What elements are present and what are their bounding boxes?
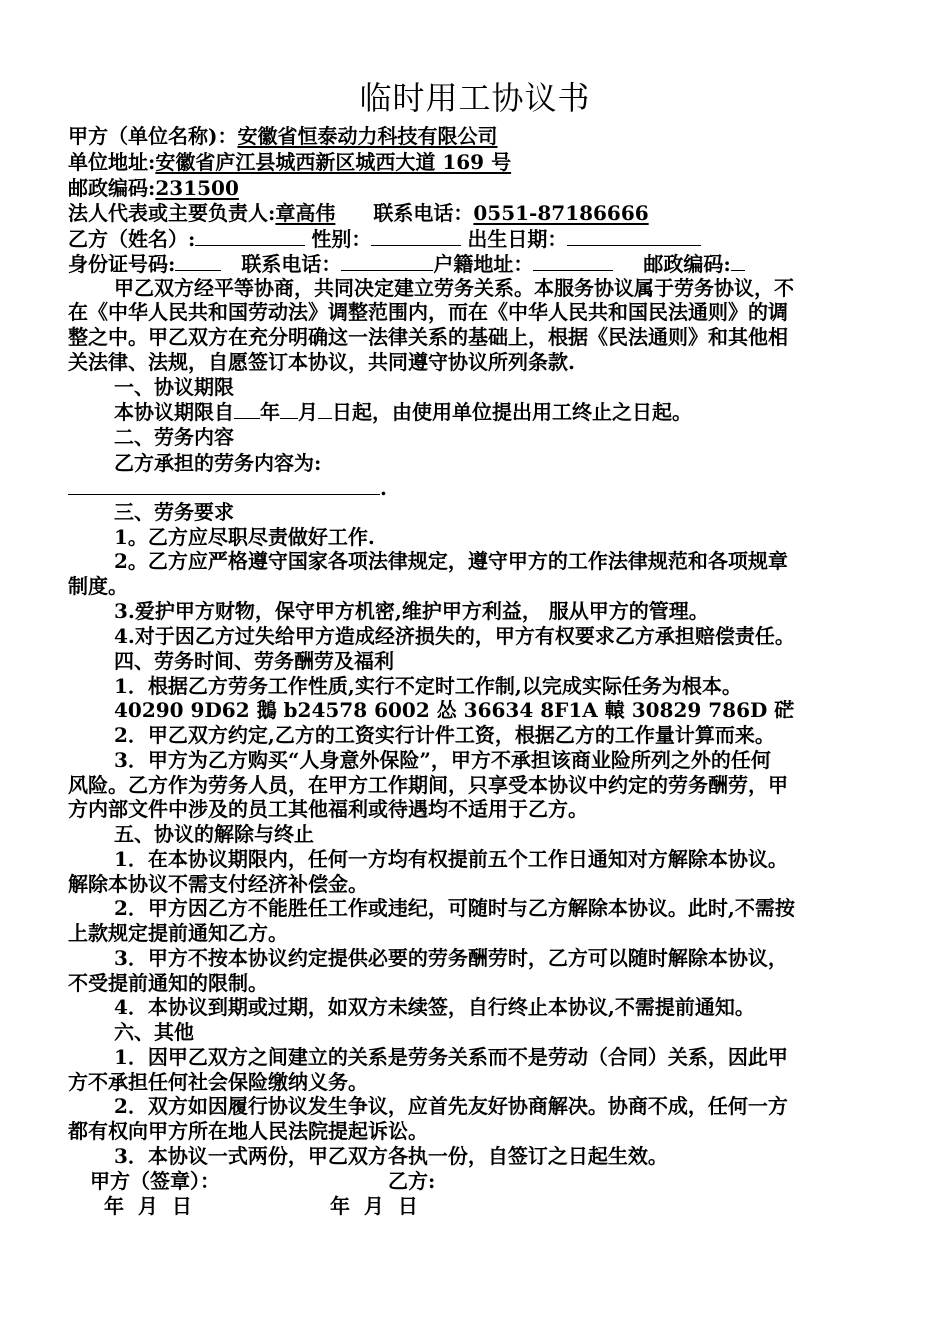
section-5-heading: 五、协议的解除与终止 bbox=[114, 822, 314, 846]
party-b-name-blank[interactable] bbox=[195, 227, 305, 246]
section-6-item-3: 3．本协议一式两份，甲乙双方各执一份，自签订之日起生效。 bbox=[114, 1144, 668, 1168]
party-b-hukou-label: 户籍地址： bbox=[433, 252, 534, 276]
section-6-item-1b: 方不承担任何社会保险缴纳义务。 bbox=[68, 1070, 368, 1094]
term-day-blank[interactable] bbox=[318, 400, 332, 419]
party-b-id-blank[interactable] bbox=[175, 252, 221, 271]
section-4-item-2: 2．甲乙双方约定,乙方的工资实行计件工资，根据乙方的工作量计算而来。 bbox=[114, 723, 775, 747]
section-5-item-1a: 1．在本协议期限内，任何一方均有权提前五个工作日通知对方解除本协议。 bbox=[114, 847, 788, 871]
section-5-item-2a: 2．甲方因乙方不能胜任工作或违纪，可随时与乙方解除本协议。此时,不需按 bbox=[114, 896, 795, 920]
party-b-phone-label: 联系电话： bbox=[241, 252, 342, 276]
party-a-signature-label: 甲方（签章）： bbox=[90, 1169, 220, 1193]
party-a-rep-label: 法人代表或主要负责人: bbox=[68, 201, 276, 225]
term-text-start: 本协议期限自 bbox=[114, 400, 234, 424]
section-3-item-2b: 制度。 bbox=[68, 574, 128, 598]
party-a-name-value: 安徽省恒泰动力科技有限公司 bbox=[237, 124, 498, 148]
party-a-rep-value: 章高伟 bbox=[275, 201, 336, 225]
party-a-rep-line bbox=[68, 201, 888, 225]
section-3-item-4: 4.对于因乙方过失给甲方造成经济损失的，甲方有权要求乙方承担赔偿责任。 bbox=[114, 624, 795, 648]
party-b-hukou-blank[interactable] bbox=[533, 252, 613, 271]
party-b-postcode-blank[interactable] bbox=[731, 252, 745, 271]
section-5-item-1b: 解除本协议不需支付经济补偿金。 bbox=[68, 872, 368, 896]
section-3-item-1: 1。乙方应尽职尽责做好工作. bbox=[114, 525, 375, 549]
labor-content-blank[interactable] bbox=[68, 476, 380, 495]
term-month-label: 月 bbox=[298, 400, 318, 424]
party-b-birth-label: 出生日期： bbox=[467, 227, 568, 251]
section-5-item-3b: 不受提前通知的限制。 bbox=[68, 971, 268, 995]
section-2-blank-line bbox=[68, 476, 888, 500]
party-b-birth-blank[interactable] bbox=[567, 227, 701, 246]
section-6-item-2b: 都有权向甲方所在地人民法院提起诉讼。 bbox=[68, 1119, 428, 1143]
party-b-signature-date: 年 月 日 bbox=[330, 1194, 418, 1218]
party-b-name-label: 乙方（姓名）: bbox=[68, 227, 196, 251]
intro-line-3: 整之中。甲乙双方在充分明确这一法律关系的基础上，根据《民法通则》和其他相 bbox=[68, 325, 788, 349]
party-b-id-line bbox=[68, 252, 888, 276]
term-year-label: 年 bbox=[260, 400, 280, 424]
section-4-garbled-line: 40290 9D62 鵝 b24578 6002 怂 36634 8F1A 轅 30829 786D 硭 bbox=[114, 698, 795, 722]
party-a-address-value: 安徽省庐江县城西新区城西大道 169 号 bbox=[155, 150, 512, 174]
intro-line-4: 关法律、法规，自愿签订本协议，共同遵守协议所列条款. bbox=[68, 350, 575, 374]
term-text-end: 日起，由使用单位提出用工终止之日起。 bbox=[332, 400, 692, 424]
section-6-item-1a: 1．因甲乙双方之间建立的关系是劳务关系而不是劳动（合同）关系，因此甲 bbox=[114, 1045, 788, 1069]
party-a-postcode-label: 邮政编码: bbox=[68, 176, 156, 200]
intro-line-2: 在《中华人民共和国劳动法》调整范围内，而在《中华人民共和国民法通则》的调 bbox=[68, 300, 788, 324]
section-3-item-3: 3.爱护甲方财物，保守甲方机密,维护甲方利益， 服从甲方的管理。 bbox=[114, 599, 709, 623]
party-b-name-line bbox=[68, 227, 888, 251]
party-a-name-line bbox=[68, 124, 888, 148]
party-b-gender-blank[interactable] bbox=[371, 227, 461, 246]
party-a-address-label: 单位地址: bbox=[68, 150, 156, 174]
intro-line-1: 甲乙双方经平等协商，共同决定建立劳务关系。本服务协议属于劳务协议，不 bbox=[114, 276, 794, 300]
party-a-phone-label: 联系电话： bbox=[373, 201, 474, 225]
party-b-gender-label: 性别： bbox=[311, 227, 372, 251]
section-4-item-3c: 方内部文件中涉及的员工其他福利或待遇均不适用于乙方。 bbox=[68, 797, 588, 821]
party-a-address-line bbox=[68, 150, 888, 174]
section-2-text: 乙方承担的劳务内容为: bbox=[114, 451, 322, 475]
section-4-item-1: 1．根据乙方劳务工作性质,实行不定时工作制,以完成实际任务为根本。 bbox=[114, 674, 742, 698]
section-4-item-3a: 3．甲方为乙方购买“人身意外保险”，甲方不承担该商业险所列之外的任何 bbox=[114, 748, 771, 772]
party-a-postcode-value: 231500 bbox=[155, 176, 239, 200]
section-1-heading: 一、协议期限 bbox=[114, 375, 234, 399]
section-1-text bbox=[114, 400, 888, 424]
party-b-signature-label: 乙方: bbox=[388, 1169, 436, 1193]
party-b-phone-blank[interactable] bbox=[341, 252, 433, 271]
term-month-blank[interactable] bbox=[280, 400, 298, 419]
party-a-phone-value: 0551-87186666 bbox=[473, 201, 649, 225]
section-6-heading: 六、其他 bbox=[114, 1020, 194, 1044]
section-3-item-2a: 2。乙方应严格遵守国家各项法律规定，遵守甲方的工作法律规范和各项规章 bbox=[114, 549, 788, 573]
labor-content-end: . bbox=[380, 476, 387, 500]
party-b-id-label: 身份证号码: bbox=[68, 252, 176, 276]
section-2-heading: 二、劳务内容 bbox=[114, 425, 234, 449]
party-a-signature-date: 年 月 日 bbox=[104, 1194, 192, 1218]
section-6-item-2a: 2．双方如因履行协议发生争议，应首先友好协商解决。协商不成，任何一方 bbox=[114, 1094, 788, 1118]
party-a-postcode-line bbox=[68, 176, 888, 200]
party-a-name-label: 甲方（单位名称)： bbox=[68, 124, 238, 148]
term-year-blank[interactable] bbox=[234, 400, 260, 419]
section-5-item-4: 4．本协议到期或过期，如双方未续签，自行终止本协议,不需提前通知。 bbox=[114, 995, 755, 1019]
section-5-item-2b: 上款规定提前通知乙方。 bbox=[68, 921, 288, 945]
section-5-item-3a: 3．甲方不按本协议约定提供必要的劳务酬劳时，乙方可以随时解除本协议， bbox=[114, 946, 788, 970]
party-b-postcode-label: 邮政编码: bbox=[643, 252, 731, 276]
section-4-heading: 四、劳务时间、劳务酬劳及福利 bbox=[114, 649, 394, 673]
section-3-heading: 三、劳务要求 bbox=[114, 500, 234, 524]
section-4-item-3b: 风险。乙方作为劳务人员，在甲方工作期间，只享受本协议中约定的劳务酬劳，甲 bbox=[68, 773, 788, 797]
page-title: 临时用工协议书 bbox=[359, 79, 591, 117]
